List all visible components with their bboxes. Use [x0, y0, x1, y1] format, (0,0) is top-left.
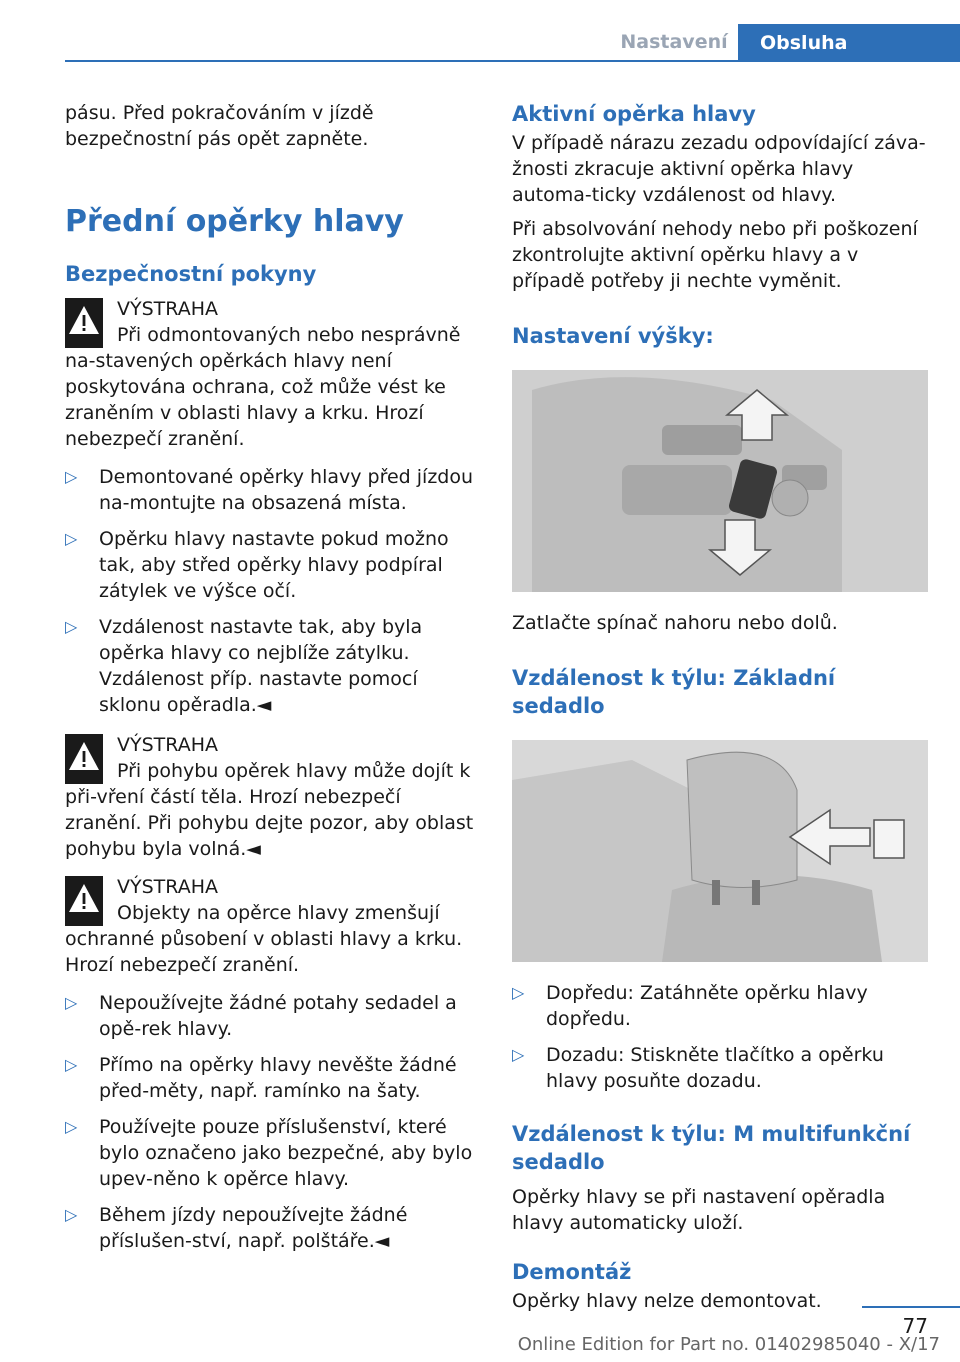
section-heading-distance-m: Vzdálenost k týlu: M multifunkční sedadlo: [512, 1122, 911, 1174]
active-paragraph-1: V případě nárazu zezadu odpovídající záva‐žnosti zkracuje aktivní opěrka hlavy automa‐ticky vzdálenost od hlavy.: [512, 132, 926, 206]
seat-switch-photo: [512, 370, 928, 592]
distance-m-text: Opěrky hlavy se při nastavení opěradla hlavy automaticky uloží.: [512, 1186, 886, 1234]
list-item: ▷ Opěrku hlavy nastavte pokud možno tak, aby střed opěrky hlavy podpíral zátylek ve výšce očí.: [65, 528, 449, 602]
warning-title: VÝSTRAHA: [117, 876, 218, 898]
list-item: ▷ Dopředu: Zatáhněte opěrku hlavy dopředu.: [512, 982, 868, 1030]
tab-obsluha[interactable]: Obsluha: [738, 24, 960, 62]
demontaz-text: Opěrky hlavy nelze demontovat.: [512, 1290, 822, 1312]
list-item: ▷ Dozadu: Stiskněte tlačítko a opěrku hlavy posuňte dozadu.: [512, 1044, 884, 1092]
intro-paragraph: pásu. Před pokračováním v jízdě bezpečnostní pás opět zapněte.: [65, 102, 374, 150]
warning-text: Objekty na opěrce hlavy zmenšují ochranné působení v oblasti hlavy a krku. Hrozí nebezpečí zranění.: [65, 902, 463, 976]
edition-footer: Online Edition for Part no. 01402985040 - X/17: [517, 1334, 940, 1355]
warning-box: [65, 296, 477, 452]
triangle-bullet-icon: ▷: [512, 1045, 525, 1064]
triangle-bullet-icon: ▷: [65, 617, 78, 636]
page-title: Přední opěrky hlavy: [65, 204, 404, 239]
safety-list-1: [65, 464, 477, 718]
triangle-bullet-icon: ▷: [65, 993, 78, 1012]
triangle-bullet-icon: ▷: [65, 1055, 78, 1074]
warning-text: Při odmontovaných nebo nesprávně na‐stavených opěrkách hlavy není poskytována ochrana, což může vést ke zraněním v oblasti hlavy a krku. Hrozí nebezpečí zranění.: [65, 324, 461, 450]
active-paragraph-2: Při absolvování nehody nebo při poškození zkontrolujte aktivní opěrku hlavy a v případě potřeby ji nechte vyměnit.: [512, 218, 918, 292]
warning-title: VÝSTRAHA: [117, 298, 218, 320]
safety-list-2: [65, 990, 477, 1254]
section-heading-demontaz: Demontáž: [512, 1260, 632, 1284]
headrest-photo: [512, 740, 928, 962]
right-column: [512, 100, 928, 1314]
warning-box: [65, 732, 477, 862]
section-heading-active: Aktivní opěrka hlavy: [512, 102, 756, 126]
warning-icon: [65, 876, 103, 926]
triangle-bullet-icon: ▷: [65, 529, 78, 548]
list-item: ▷ Demontované opěrky hlavy před jízdou na‐montujte na obsazená místa.: [65, 466, 474, 514]
footer-rule: [862, 1306, 960, 1308]
section-heading-safety: Bezpečnostní pokyny: [65, 262, 317, 286]
list-item: ▷ Přímo na opěrky hlavy nevěšte žádné před‐měty, např. ramínko na šaty.: [65, 1054, 457, 1102]
left-column: [65, 100, 477, 1268]
triangle-bullet-icon: ▷: [512, 983, 525, 1002]
section-heading-distance-basic: Vzdálenost k týlu: Základní sedadlo: [512, 666, 836, 718]
warning-text: Při pohybu opěrek hlavy může dojít k při‐vření částí těla. Hrozí nebezpečí zranění. Při pohybu dejte pozor, aby oblast pohybu byla volná.◄: [65, 760, 474, 860]
triangle-bullet-icon: ▷: [65, 1205, 78, 1224]
page-number: 77: [902, 1314, 928, 1338]
list-item: ▷ Vzdálenost nastavte tak, aby byla opěrka hlavy co nejblíže zátylku. Vzdálenost příp. nastavte pomocí sklonu opěradla.◄: [65, 616, 423, 716]
list-item: ▷ Během jízdy nepoužívejte žádné příslušen‐ství, např. polštáře.◄: [65, 1204, 408, 1252]
triangle-bullet-icon: ▷: [65, 467, 78, 486]
list-item: ▷ Používejte pouze příslušenství, které bylo označeno jako bezpečné, aby bylo upev‐něno k opěrce hlavy.: [65, 1116, 473, 1190]
height-caption: Zatlačte spínač nahoru nebo dolů.: [512, 612, 838, 634]
section-heading-height: Nastavení výšky:: [512, 324, 714, 348]
warning-icon: [65, 734, 103, 784]
warning-icon: [65, 298, 103, 348]
warning-title: VÝSTRAHA: [117, 734, 218, 756]
distance-list: [512, 980, 928, 1094]
warning-box: [65, 874, 477, 978]
tab-nastaveni[interactable]: Nastavení: [620, 31, 728, 53]
triangle-bullet-icon: ▷: [65, 1117, 78, 1136]
list-item: ▷ Nepoužívejte žádné potahy sedadel a opě‐rek hlavy.: [65, 992, 457, 1040]
